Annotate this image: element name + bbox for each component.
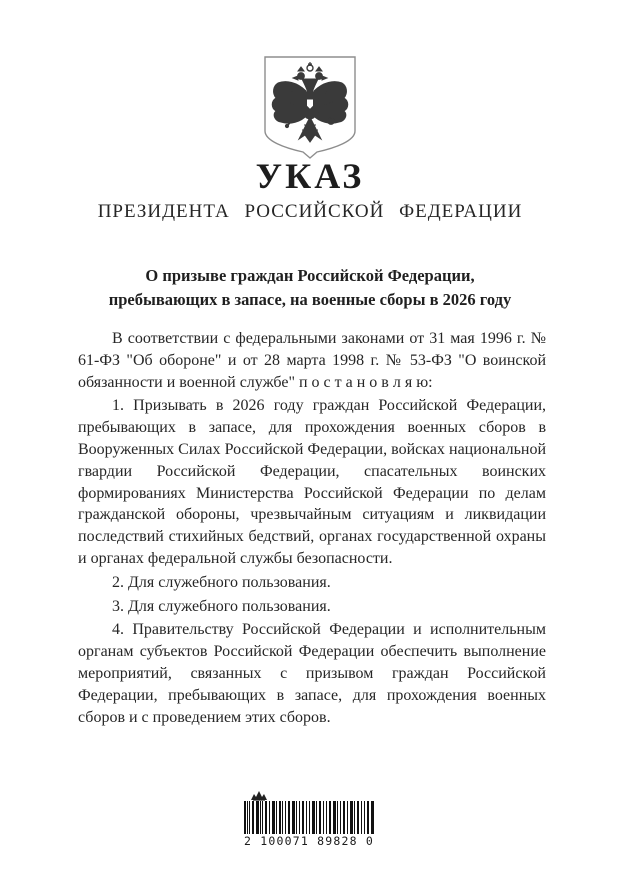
paragraph-item-1: 1. Призывать в 2026 году граждан Российской Федерации, пребывающих в запасе, для прохождения военных сборов в Вооруженных Силах Российской Федерации, войсках национальной гвардии Российской Федерации, спасательных воинских формированиях Министерства Российской Федерации по делам гражданской обороны, чрезвычайным ситуациям и ликвидации последствий стихийных бедствий, органах государственной охраны и органах федеральной службы безопасности. — [78, 397, 546, 567]
paragraph-item-3: 3. Для служебного пользования. — [112, 597, 331, 615]
decree-body — [78, 328, 546, 730]
decree-issuer: ПРЕЗИДЕНТА РОССИЙСКОЙ ФЕДЕРАЦИИ — [97, 201, 523, 222]
coat-of-arms — [0, 55, 620, 159]
double-headed-eagle-icon — [262, 55, 358, 159]
stamp-mark-icon — [250, 790, 268, 801]
barcode-digits: 2 100071 89828 0 — [244, 834, 374, 848]
barcode-icon — [244, 801, 374, 834]
paragraph-item-2: 2. Для служебного пользования. — [112, 573, 331, 591]
decree-type-title: УКАЗ — [255, 156, 365, 196]
barcode-block — [244, 790, 378, 848]
paragraph-preamble: В соответствии с федеральными законами от 31 мая 1996 г. № 61-ФЗ "Об обороне" и от 28 марта 1998 г. № 53-ФЗ "О воинской обязанности и военной службе" п о с т а н о в л я ю: — [78, 330, 546, 391]
subject-line-1: О призыве граждан Российской Федерации, — [145, 266, 475, 285]
paragraph-item-4: 4. Правительству Российской Федерации и исполнительным органам субъектов Российской Федерации обеспечить выполнение мероприятий, связанных с призывом граждан Российской Федерации, пребывающих в запасе, для прохождения военных сборов и с проведением этих сборов. — [78, 621, 546, 726]
decree-subject — [0, 264, 620, 312]
subject-line-2: пребывающих в запасе, на военные сборы в 2026 году — [108, 289, 512, 309]
